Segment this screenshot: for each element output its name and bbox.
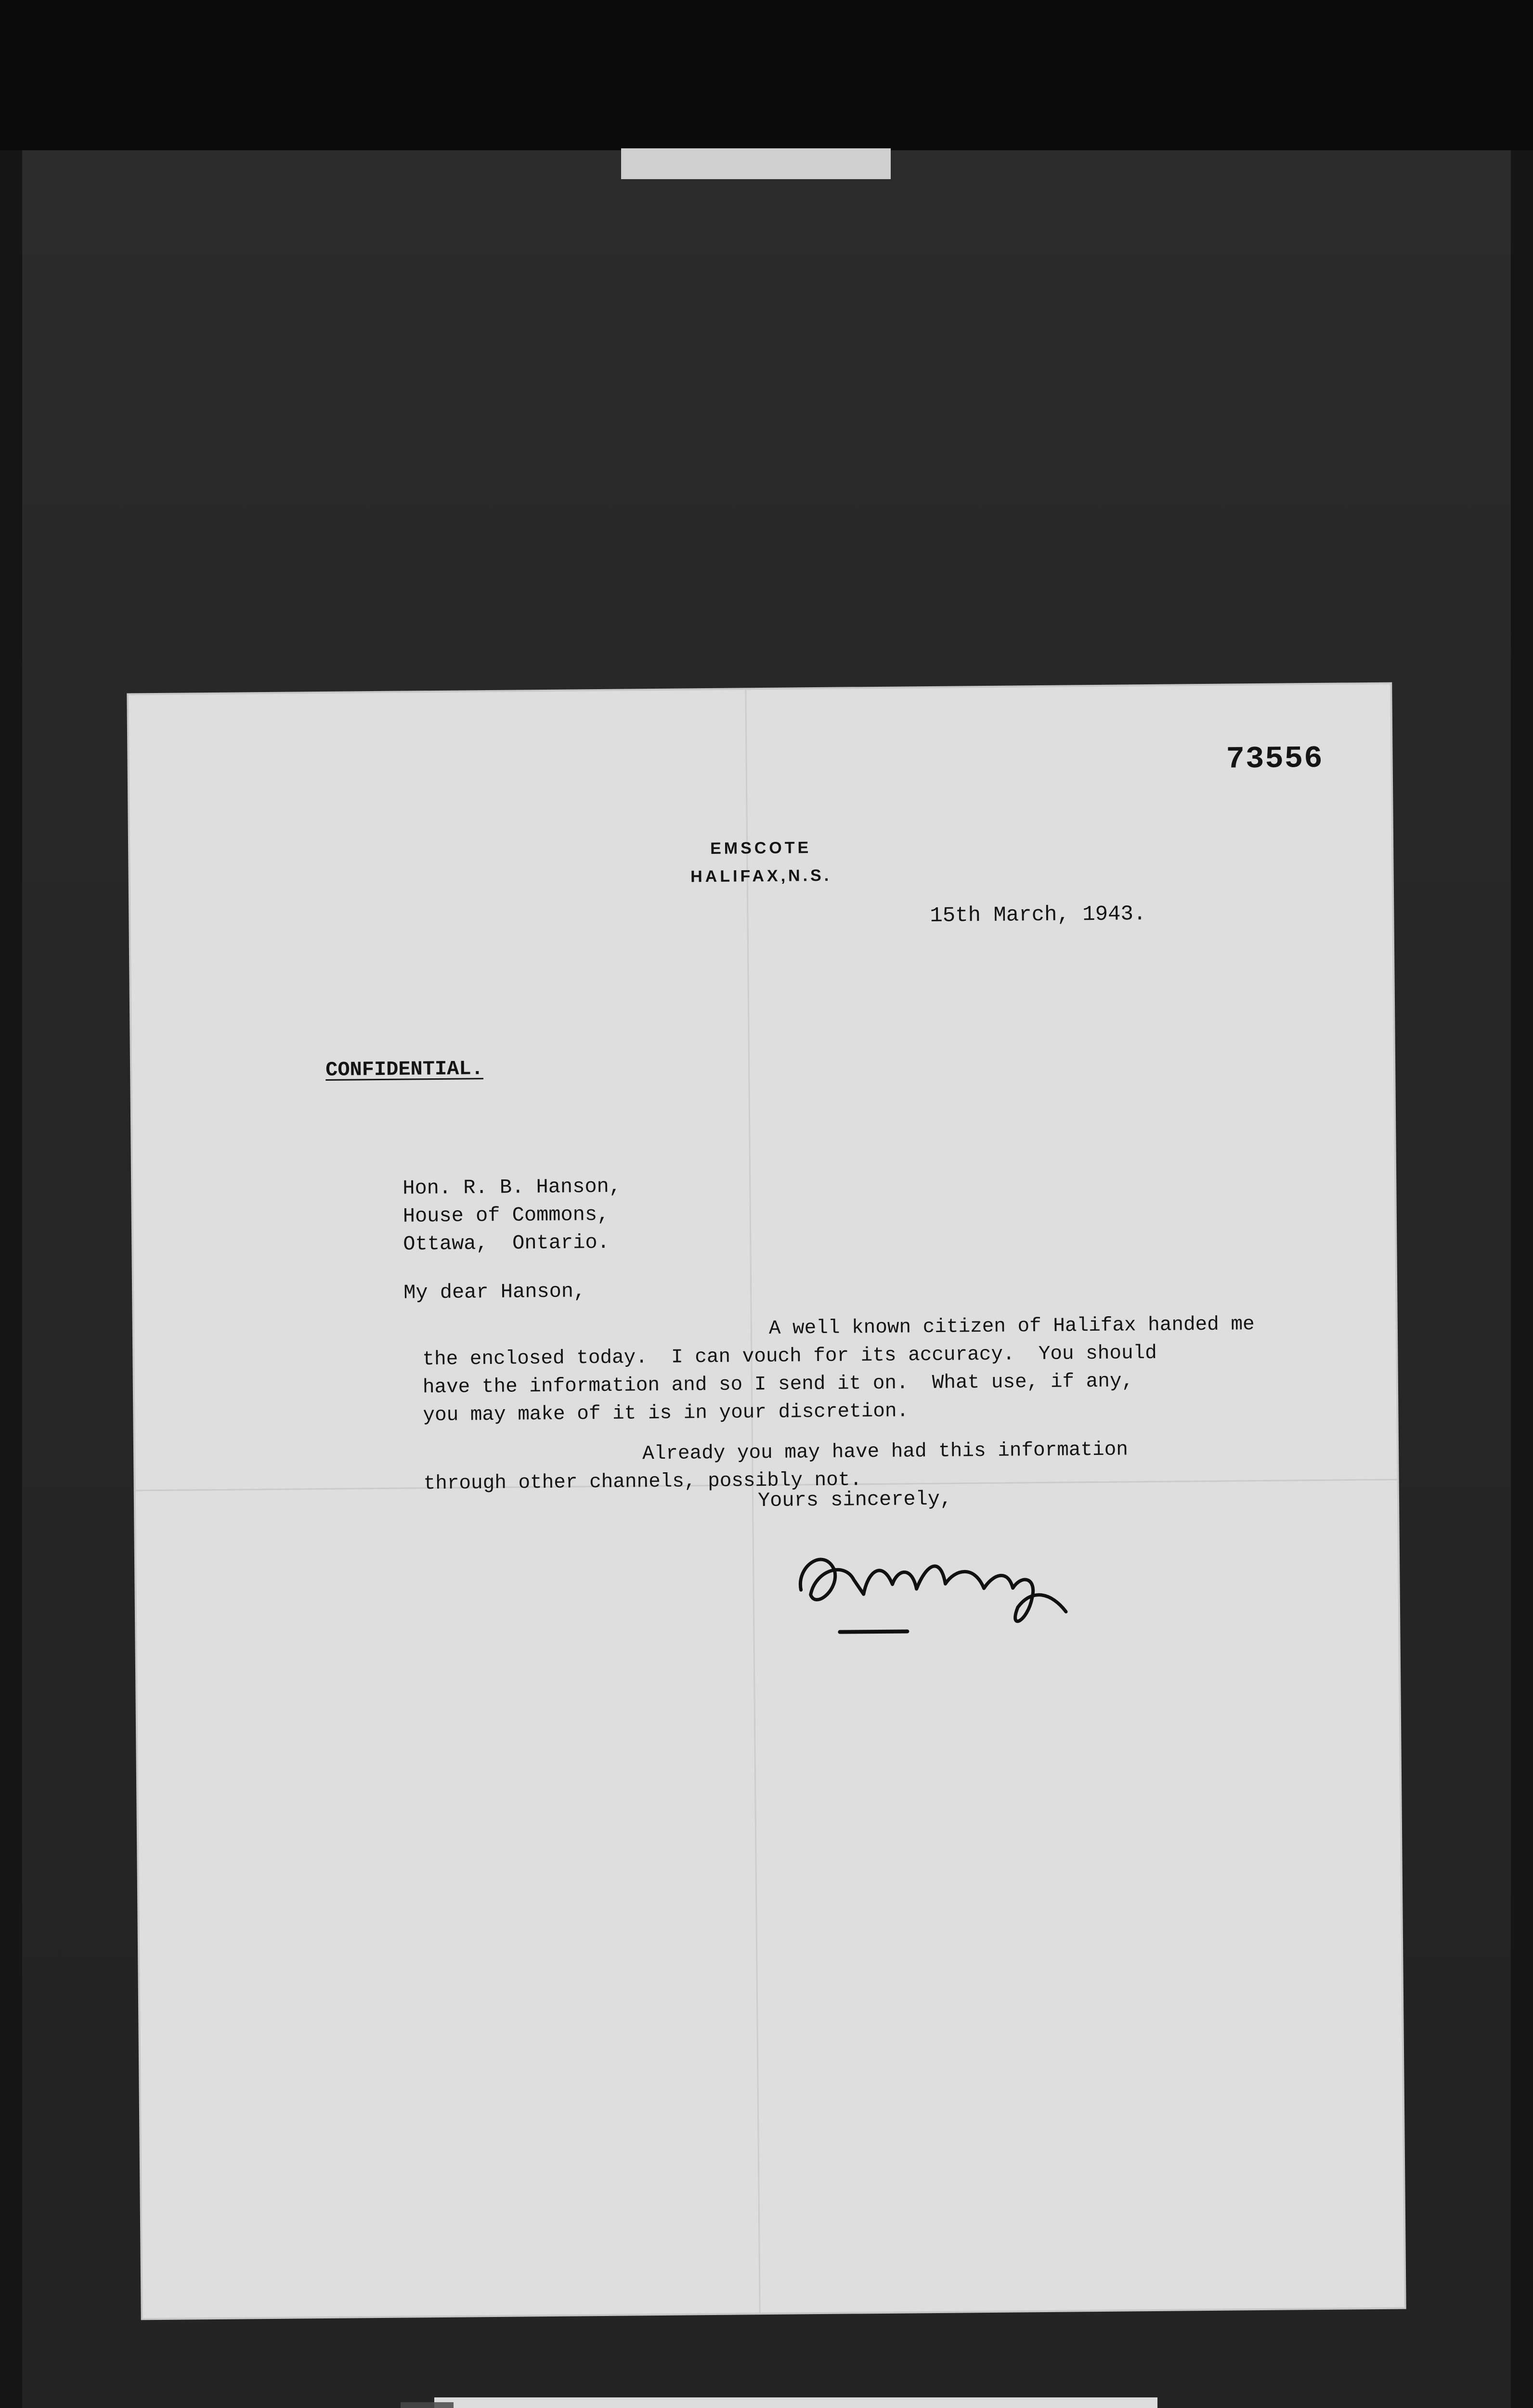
letterhead-place: HALIFAX,N.S. [690, 866, 832, 886]
left-film-edge [0, 150, 22, 2408]
handwritten-signature [781, 1515, 1080, 1643]
recipient-address [403, 1173, 622, 1258]
body-paragraph-2-line-2: through other channels, possibly not. [423, 1469, 862, 1495]
letter-date: 15th March, 1943. [930, 902, 1146, 928]
body-paragraph-1-line-4: you may make of it is in your discretion. [423, 1400, 909, 1427]
body-paragraph-1-line-3: have the information and so I send it on. What use, if any, [422, 1370, 1134, 1399]
address-line-name: Hon. R. B. Hanson, [403, 1175, 622, 1200]
address-line-city: Ottawa, Ontario. [403, 1230, 610, 1256]
closing: Yours sincerely, [757, 1487, 952, 1513]
letter-sheet [129, 684, 1404, 2318]
letterhead-name: EMSCOTE [710, 838, 812, 858]
top-paper-tab [621, 148, 891, 179]
body-paragraph-1-line-1: A well known citizen of Halifax handed me [768, 1313, 1255, 1340]
letterhead [130, 829, 1392, 896]
address-line-house: House of Commons, [403, 1203, 610, 1228]
letter-body [422, 1310, 1256, 1498]
tape-left [401, 2402, 454, 2408]
salutation: My dear Hanson, [403, 1280, 586, 1305]
document-number: 73556 [1226, 741, 1324, 777]
right-film-edge [1511, 150, 1533, 2408]
confidential-marking: CONFIDENTIAL. [325, 1057, 484, 1082]
top-film-band [0, 0, 1533, 150]
body-paragraph-1-line-2: the enclosed today. I can vouch for its accuracy. You should [422, 1342, 1157, 1371]
body-paragraph-2-line-1: Already you may have had this information [642, 1439, 1129, 1466]
archive-reference-tag [434, 2397, 1157, 2408]
